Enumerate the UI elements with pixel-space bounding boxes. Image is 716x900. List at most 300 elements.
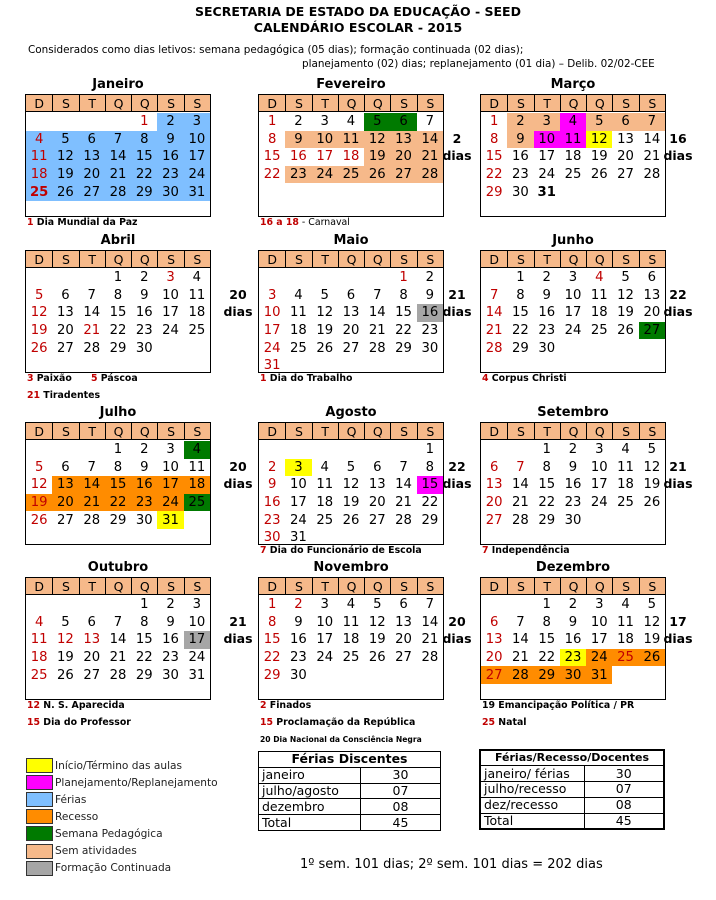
day-cell: 22 [538,650,556,666]
weekday-label: D [267,95,277,111]
day-cell: 12 [52,148,78,166]
row-value: 45 [361,815,441,831]
day-cell: 23 [285,166,311,184]
weekday-label: T [534,423,560,439]
month-calendar [25,94,211,217]
day-cell: 25 [188,323,206,339]
weekday-header [481,251,665,268]
row-value: 08 [361,799,441,815]
weekday-label: S [52,95,78,111]
weekday-label: S [285,95,311,111]
row-label: Total [259,815,361,831]
weekday-label: Q [364,251,390,267]
day-cell: 7 [87,287,96,303]
ferias-docentes-table [479,749,665,830]
day-cell: 21 [105,166,131,184]
legend-item [26,860,218,877]
day-cell: 20 [390,148,416,166]
day-cell: 29 [263,667,281,683]
weekday-label: S [639,95,665,111]
day-cell: 20 [342,323,360,339]
empty-cell [79,441,105,459]
day-cell: 11 [188,459,206,475]
holiday-date: 1 [27,217,34,228]
legend-item [26,757,218,774]
day-cell: 22 [395,323,412,339]
day-grid [259,441,443,547]
day-cell: 29 [421,512,439,528]
empty-cell [79,596,105,614]
day-cell: 30 [157,183,183,201]
day-cell: 31 [263,358,281,374]
day-cell: 23 [263,512,281,528]
month-calendar [258,94,444,217]
day-cell: 10 [184,131,210,149]
day-cell: 1 [267,597,277,613]
holiday-date: 15 [27,717,41,728]
day-cell: 15 [135,632,153,648]
day-cell: 4 [346,114,356,130]
days-number: 21 [669,459,687,474]
day-cell: 2 [542,270,551,286]
day-cell: 18 [617,477,634,493]
empty-cell [52,113,78,131]
day-cell: 26 [52,183,78,201]
days-label: dias [663,148,693,163]
day-cell: 17 [316,632,334,648]
day-cell: 7 [373,287,382,303]
empty-cell [259,441,285,459]
day-cell: 1 [542,442,551,458]
weekday-label: D [489,95,499,111]
day-cell: 4 [621,597,630,613]
days-number: 22 [669,287,687,302]
day-cell: 13 [57,305,74,321]
day-cell: 20 [485,650,503,666]
day-cell: 12 [342,477,360,493]
holiday-name: - Carnaval [298,217,350,228]
day-cell: 10 [564,287,582,303]
day-cell: 22 [105,494,131,512]
day-cell: 29 [538,512,556,528]
table-row [259,783,441,799]
day-cell: 14 [109,632,127,648]
weekday-label: Q [586,251,612,267]
legend-swatch [26,792,53,807]
day-cell: 19 [368,632,386,648]
day-cell: 11 [316,477,334,493]
day-cell: 25 [338,166,364,184]
days-label: dias [223,631,253,646]
day-cell: 18 [342,632,360,648]
month-name: Outubro [87,560,149,575]
holiday-note [27,717,131,729]
day-cell: 1 [489,114,499,130]
day-cell: 22 [263,167,281,183]
weekday-label: D [34,423,44,439]
empty-cell [481,441,507,459]
day-cell: 31 [586,666,612,684]
month-calendar [258,422,444,545]
month-calendar [25,250,211,373]
day-cell: 13 [617,131,634,147]
holiday-date: 25 [482,717,496,728]
days-number: 21 [448,287,466,302]
row-value: 07 [584,782,664,798]
day-cell: 27 [368,512,386,528]
day-cell: 18 [342,149,360,165]
month-name: Setembro [537,405,609,420]
day-cell: 24 [586,649,612,667]
holiday-note [482,700,634,712]
day-cell: 11 [30,632,48,648]
day-cell: 2 [140,270,149,286]
day-cell: 30 [560,666,586,684]
weekday-label: S [612,251,638,267]
holiday-name: Finados [266,700,312,711]
day-grid [26,596,210,684]
weekday-label: Q [131,578,157,594]
day-cell: 3 [595,597,604,613]
day-cell: 1 [267,114,277,130]
day-cell: 11 [617,614,634,630]
day-cell: 26 [643,495,661,511]
weekday-label: T [534,251,560,267]
day-cell: 16 [263,495,281,511]
day-cell: 30 [512,184,529,200]
day-cell: 7 [399,459,408,475]
day-cell: 19 [617,305,634,321]
day-cell: 6 [489,459,499,475]
day-cell: 18 [184,476,210,494]
day-grid [481,596,665,684]
table-row [480,782,664,798]
day-cell: 15 [263,149,281,165]
weekday-label: Q [364,423,390,439]
day-cell: 24 [316,650,334,666]
day-cell: 25 [342,650,360,666]
school-days-count [218,286,258,320]
weekday-header [481,423,665,440]
day-cell: 17 [184,631,210,649]
day-cell: 12 [30,305,48,321]
day-cell: 20 [57,323,74,339]
day-cell: 3 [568,270,578,286]
day-cell: 21 [109,650,127,666]
day-cell: 4 [346,597,356,613]
empty-cell [26,596,52,614]
day-cell: 16 [512,149,529,165]
day-cell: 18 [617,632,634,648]
day-cell: 15 [105,476,131,494]
day-cell: 25 [590,323,608,339]
day-cell: 2 [425,270,435,286]
day-cell: 5 [52,131,78,149]
holiday-date: 4 [482,373,489,384]
day-cell: 4 [192,270,202,286]
holiday-name: Páscoa [97,373,138,384]
holiday-note [260,545,422,557]
day-cell: 17 [157,476,183,494]
day-cell: 25 [564,167,582,183]
month-calendar [258,250,444,373]
day-cell: 3 [320,597,329,613]
day-cell: 17 [290,495,307,511]
holiday-date: 12 [27,700,41,711]
day-cell: 1 [542,597,551,613]
day-cell: 27 [390,166,416,184]
day-cell: 2 [294,597,303,613]
weekday-label: S [52,251,78,267]
school-days-count [218,613,258,647]
day-cell: 17 [162,305,179,321]
day-cell: 5 [647,597,657,613]
empty-cell [507,441,533,459]
day-cell: 3 [267,287,277,303]
empty-cell [105,596,131,614]
day-cell: 30 [135,340,153,356]
weekday-header [26,578,210,595]
day-cell: 9 [140,459,149,475]
days-number: 2 [452,131,462,146]
month-name: Março [550,77,596,92]
table-row [259,767,441,783]
holiday-note [482,717,527,729]
holiday-date: 7 [482,545,489,556]
day-cell: 5 [61,614,70,630]
day-cell: 5 [346,459,356,475]
weekday-label: S [285,578,311,594]
holiday-note [91,373,138,385]
weekday-label: Q [131,251,157,267]
day-cell: 19 [342,495,360,511]
day-cell: 19 [364,148,390,166]
day-cell: 20 [368,495,386,511]
day-cell: 21 [417,148,443,166]
day-cell: 17 [590,477,608,493]
days-number: 20 [229,287,247,302]
days-label: dias [663,476,693,491]
day-cell: 6 [399,597,408,613]
day-cell: 10 [534,131,560,149]
weekday-label: S [417,423,443,439]
day-cell: 22 [131,166,157,184]
day-cell: 20 [643,305,661,321]
weekday-label: S [157,578,183,594]
day-cell: 23 [131,494,157,512]
day-cell: 10 [590,459,608,475]
legend-label: Planejamento/Replanejamento [55,776,218,789]
days-label: dias [223,304,253,319]
day-cell: 8 [516,287,525,303]
day-cell: 12 [368,614,386,630]
school-days-count [437,458,477,492]
weekday-label: S [612,423,638,439]
weekday-label: S [390,95,416,111]
day-cell: 20 [395,632,412,648]
day-cell: 5 [34,459,44,475]
day-cell: 3 [166,270,175,286]
weekday-label: T [534,95,560,111]
day-cell: 24 [564,323,582,339]
day-cell: 10 [290,477,307,493]
day-cell: 22 [485,167,503,183]
day-cell: 17 [316,149,334,165]
school-days-count [437,286,477,320]
day-cell: 24 [157,494,183,512]
weekday-label: Q [105,423,131,439]
row-value: 07 [361,783,441,799]
day-cell: 29 [109,512,127,528]
day-cell: 25 [184,494,210,512]
day-cell: 11 [188,287,206,303]
weekday-label: Q [131,95,157,111]
day-cell: 12 [316,305,334,321]
day-cell: 15 [417,476,443,494]
day-cell: 28 [105,183,131,201]
day-cell: 11 [342,614,360,630]
legend-item [26,842,218,859]
table-row [259,815,441,831]
day-cell: 13 [485,632,503,648]
day-cell: 10 [162,459,179,475]
holiday-date: 21 [27,390,41,401]
days-label: dias [663,304,693,319]
row-value: 30 [584,766,664,782]
table-row [259,799,441,815]
weekday-label: Q [364,578,390,594]
day-cell: 15 [263,632,281,648]
weekday-header [259,251,443,268]
holiday-date: 2 [260,700,267,711]
day-cell: 7 [113,614,123,630]
weekday-label: D [267,578,277,594]
legend-swatch [26,844,53,859]
day-cell: 26 [368,650,386,666]
weekday-label: S [507,423,533,439]
day-cell: 11 [617,459,634,475]
day-cell: 11 [26,148,52,166]
day-cell: 21 [83,323,101,339]
day-cell: 14 [512,477,529,493]
day-cell: 12 [364,131,390,149]
holiday-name: Tiradentes [40,390,101,401]
day-cell: 30 [162,667,179,683]
day-cell: 1 [113,270,123,286]
day-cell: 8 [542,459,551,475]
page-title: SECRETARIA DE ESTADO DA EDUCAÇÃO - SEED [195,4,521,19]
month-calendar [25,422,211,545]
day-cell: 27 [57,512,74,528]
row-label: Total [480,813,584,829]
day-cell: 27 [395,650,412,666]
day-cell: 25 [612,649,638,667]
day-cell: 8 [542,614,551,630]
day-cell: 24 [188,650,206,666]
day-cell: 8 [131,131,157,149]
day-cell: 24 [162,323,179,339]
day-grid [259,596,443,684]
day-cell: 22 [538,495,556,511]
day-cell: 19 [643,632,661,648]
empty-cell [79,269,105,287]
day-cell: 7 [425,597,435,613]
day-cell: 28 [421,650,439,666]
school-days-count [658,130,698,164]
day-cell: 12 [30,477,48,493]
weekday-label: Q [560,423,586,439]
day-cell: 28 [109,667,127,683]
weekday-header [481,95,665,112]
legend-swatch [26,775,53,790]
month-name: Abril [100,233,136,248]
day-cell: 17 [538,149,556,165]
weekday-label: Q [586,578,612,594]
day-grid [26,441,210,529]
day-grid [481,441,665,529]
empty-cell [79,113,105,131]
day-cell: 6 [61,459,70,475]
holiday-note [27,373,72,385]
day-cell: 19 [643,477,661,493]
day-cell: 4 [184,441,210,459]
day-cell: 18 [290,323,307,339]
day-cell: 21 [421,632,439,648]
holiday-name: Corpus Christi [488,373,567,384]
weekday-label: Q [560,251,586,267]
day-cell: 9 [285,131,311,149]
holiday-name: Natal [495,717,527,728]
weekday-label: Q [105,251,131,267]
day-cell: 7 [516,614,525,630]
day-cell: 5 [373,597,382,613]
row-label: janeiro [259,767,361,783]
empty-cell [26,441,52,459]
day-cell: 20 [617,149,634,165]
weekday-label: D [489,251,499,267]
day-cell: 8 [489,131,499,147]
holiday-note [260,373,352,385]
day-cell: 14 [395,477,412,493]
day-cell: 12 [643,614,661,630]
holiday-note [27,700,125,712]
day-cell: 13 [52,476,78,494]
holiday-note [260,700,311,712]
day-cell: 14 [643,131,661,147]
day-cell: 26 [639,649,665,667]
day-grid [481,113,665,201]
day-cell: 24 [590,495,608,511]
days-number: 20 [229,459,247,474]
weekday-label: D [34,578,44,594]
day-cell: 20 [52,494,78,512]
month-name: Novembro [313,560,389,575]
weekday-label: D [267,251,277,267]
day-cell: 16 [538,305,556,321]
legend-item [26,825,218,842]
day-cell: 22 [512,323,529,339]
day-cell: 4 [595,270,604,286]
day-cell: 8 [267,614,277,630]
day-cell: 9 [166,614,175,630]
month-name: Julho [99,405,137,420]
weekday-label: S [390,251,416,267]
day-cell: 16 [162,632,179,648]
day-cell: 22 [263,650,281,666]
day-cell: 31 [290,530,307,546]
day-cell: 2 [166,597,175,613]
month-name: Agosto [325,405,377,420]
